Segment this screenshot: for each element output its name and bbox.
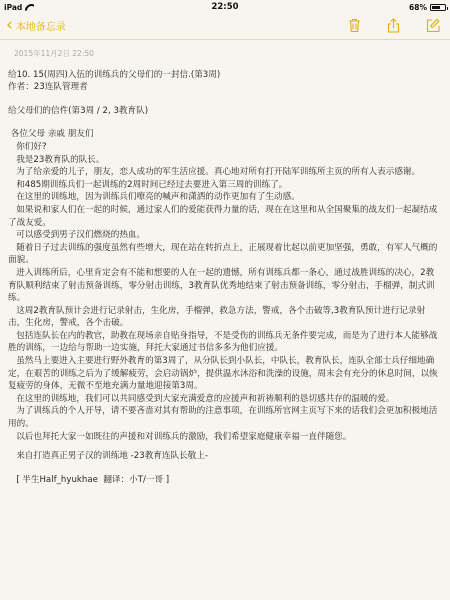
note-subject: 给父母们的信件(第3周 / 2, 3教育队) [8, 105, 149, 116]
note-paragraph: 以后也拜托大家一如既往的声援和对训练兵的激励，我们希望家庭健康幸福一直伴随您。 [8, 431, 352, 442]
note-title: 给10. 15(周四)入伍的训练兵的父母们的一封信.(第3周) [8, 69, 221, 80]
note-paragraph: 包括连队长在内的教官，助教在现场亲自贴身指导，不是受伤的训练兵无条件要完成，而是为了进行本人能够战胜的训练，一边给与帮助一边实施，拜托大家通过书信多多为他们应援。 [8, 330, 438, 354]
note-closing: 来自打造真正男子汉的训练地 -23教育连队长敬上- [8, 451, 208, 462]
note-paragraph: 我是23教育队的队长。 [8, 154, 105, 165]
note-credit: [ 半生Half_hyukhae 翻译：小T/一哥 ] [8, 474, 170, 485]
device-label: iPad [4, 3, 23, 12]
compose-icon[interactable] [426, 18, 440, 33]
note-salutation: 各位父母 亲戚 朋友们 [8, 129, 94, 140]
back-button[interactable] [6, 15, 66, 35]
note-body[interactable] [8, 48, 442, 596]
note-paragraph: 可以感受到男子汉们燃烧的热血。 [8, 230, 146, 241]
status-time: 22:50 [211, 2, 239, 12]
note-paragraph: 为了给亲爱的儿子，朋友，恋人成功的军生活应援。真心地对所有打开陆军训练所主页的所有人表示感谢。 [8, 167, 421, 178]
note-paragraph: 随着日子过去训练的强度虽然有些增大，现在站在转折点上，正展现着比起以前更加坚强，勇敢，有军人气概的面貌。 [8, 242, 438, 266]
status-right [409, 3, 446, 12]
note-paragraph: 虽然马上要进入主要进行野外教育的第3周了，从分队长到小队长，中队长，教育队长，连队全部士兵仔细地确定，在艰苦的训练之后为了缓解疲劳，会启动锅炉，提供温水沐浴和洗澡的设施，周末会有充分的休息时间，以恢复疲劳的身体，无微不至地充满力量地迎接第3周。 [8, 356, 438, 392]
trash-icon[interactable] [348, 18, 361, 33]
note-greeting: 你们好? [8, 141, 47, 152]
back-label: 本地备忘录 [15, 22, 66, 33]
status-bar [0, 0, 450, 14]
note-paragraph: 在这里的训练地，因为训练兵们嘹亮的喊声和潇洒的动作更加有了生动感。 [8, 192, 300, 203]
nav-bar [0, 14, 450, 40]
battery-icon [430, 4, 446, 11]
note-date: 2015年11月2日 22:50 [14, 49, 94, 58]
nav-actions [348, 18, 440, 33]
chevron-left-icon: ‹ [6, 15, 13, 35]
note-paragraph: 这周2教育队预计会进行记录射击，生化房，手榴弹，救急方法，警戒，各个击破等,3教育队预计进行记录射击，生化房，警戒，各个击破。 [8, 305, 426, 329]
note-author: 作者：23连队管理者 [8, 82, 88, 93]
note-paragraph: 为了训练兵的个人开导，请不要吝啬对其有帮助的注意事项，在训练所官网主页写下来的话我们会更加积极地活用的。 [8, 406, 438, 430]
note-paragraph: 进入训练所后，心里肯定会有不能和想要的人在一起的遗憾，所有训练兵都一条心，通过战胜训练的决心，2教育队顺利结束了射击预备训练，零分射击训练，3教育队优秀地结束了射击预备训练，零分射击，手榴弹，制式训练。 [8, 267, 435, 304]
battery-percent: 68% [409, 3, 427, 12]
note-paragraph: 在这里的训练地，我们可以共同感受到大家充满爱意的应援声和祈祷顺利的恳切感共存的温暖的爱。 [8, 393, 395, 404]
note-paragraph: 如果说和家人们在一起的时候，通过家人们的爱能获得力量的话，现在在这里和从全国聚集的战友们一起凝结成了战友爱。 [8, 204, 438, 228]
battery-fill [432, 6, 440, 9]
share-icon[interactable] [387, 18, 400, 33]
note-paragraph: 和485期训练兵们一起训练的2周时间已经过去要进入第三周的训练了。 [8, 179, 288, 190]
